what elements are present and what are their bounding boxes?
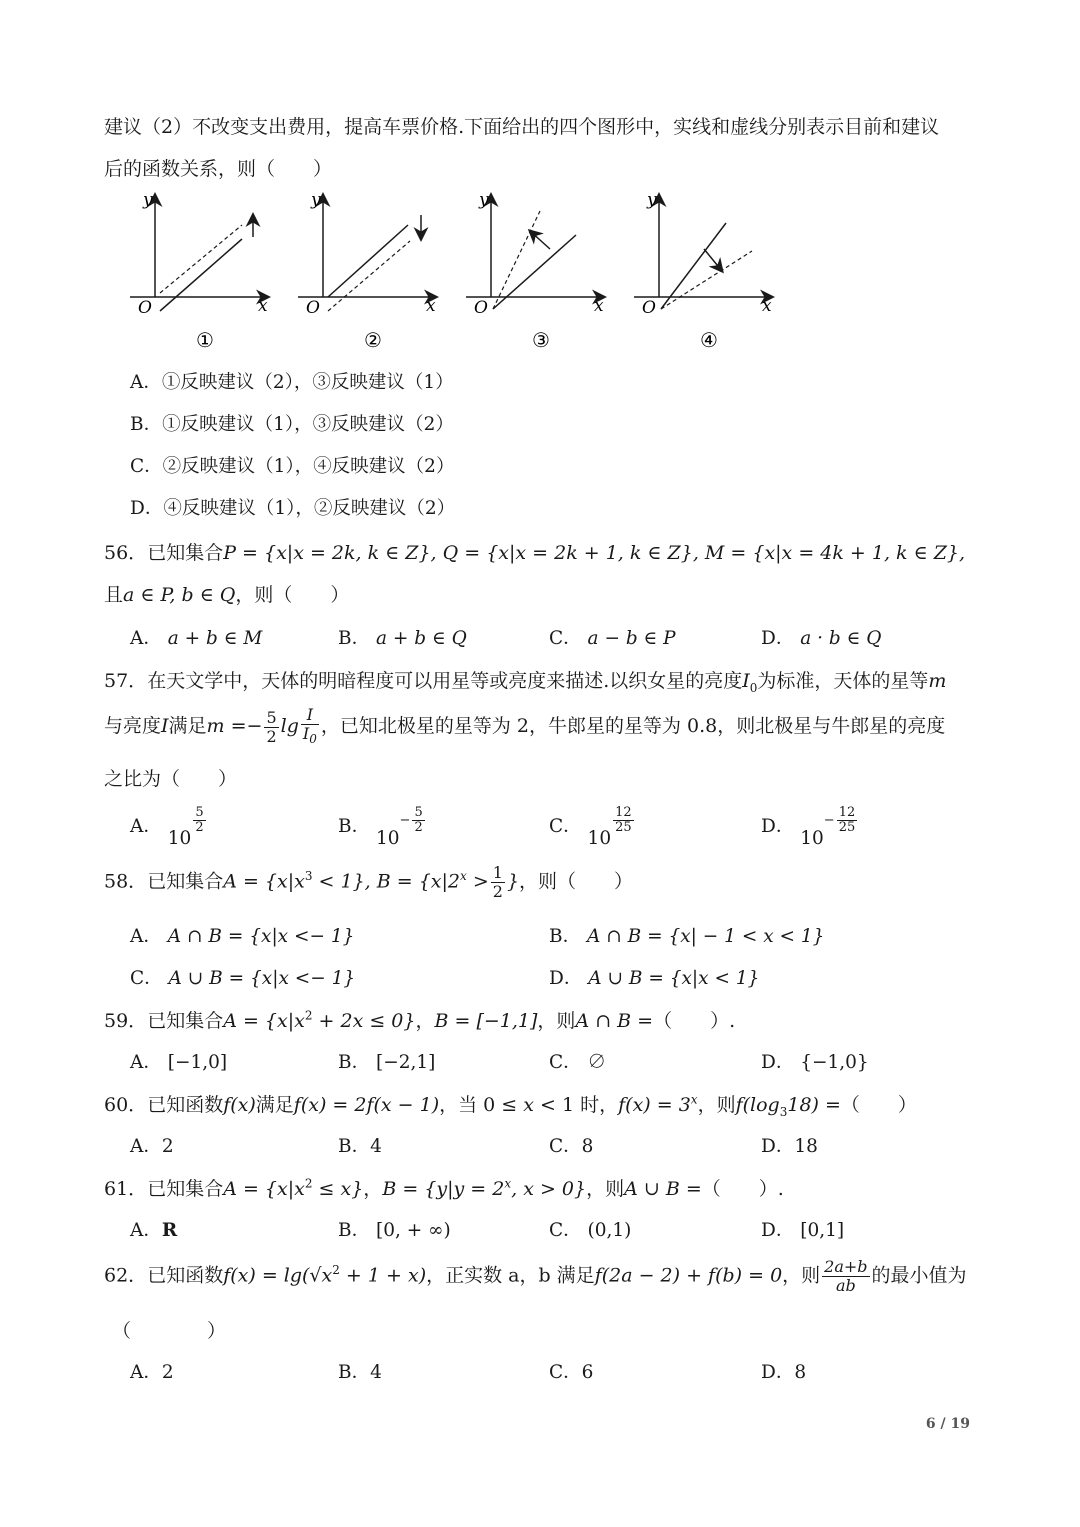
solid-line — [661, 223, 726, 309]
q56-option-d: D． a · b ∈ Q — [761, 628, 882, 649]
q58-option-d: D． A ∪ B = {x|x < 1} — [549, 968, 760, 989]
q56-option-b: B． a + b ∈ Q — [338, 628, 467, 649]
q56-option-c: C． a − b ∈ P — [549, 628, 676, 649]
q56-stem-line2 — [104, 580, 349, 607]
q57-option-a: A． 10 $\frac{5}{2}$ — [130, 805, 204, 849]
q60-stem: 60．已知函数f(x)满足f(x) = 2f(x − 1)，当 0 ≤ x < 1 时，$f(x) = 3^x$，则$f(\log_318)$ =（ ） — [104, 1092, 917, 1119]
q58-option-b: B． A ∩ B = {x| − 1 < x < 1} — [549, 926, 825, 947]
question-number: 61． — [104, 1178, 148, 1200]
question-number: 60． — [104, 1094, 148, 1116]
figure-label: ② — [364, 328, 382, 352]
solid-line — [328, 225, 408, 297]
q58-stem: 58．已知集合$A = \{x|x^3 < 1\}$, $B = \{x|2^x$ > $\frac{1}{2}$ }，则（ ） — [104, 863, 634, 901]
q58-option-c: C． A ∪ B = {x|x <− 1} — [130, 968, 356, 989]
q57-option-c: C． 10 $\frac{12}{25}$ — [549, 805, 632, 849]
q57-stem-line3: 之比为（ ） — [104, 768, 238, 790]
q59-option-a: A． [−1,0] — [130, 1052, 228, 1073]
q60-option-b: B．4 — [338, 1136, 382, 1157]
q62-option-b: B．4 — [338, 1362, 382, 1383]
question-number: 58． — [104, 870, 148, 893]
figure-3 — [466, 190, 604, 352]
q62-stem-line2: （ ） — [112, 1320, 227, 1342]
q57-stem-line2: 与亮度I满足m =− $\frac{5}{2}$ lg $\frac{I}{I_0}$ ，已知北极星的星等为 2，牛郎星的星等为 0.8，则北极星与牛郎星的亮度 — [104, 705, 946, 747]
figure-4 — [634, 190, 772, 352]
figure-1 — [130, 190, 268, 352]
q57-option-b: B． 10− $\frac{5}{2}$ — [338, 805, 423, 849]
solid-line — [160, 239, 242, 311]
dashed-line — [661, 251, 752, 309]
stem-math: a ∈ P, b ∈ Q — [123, 584, 236, 606]
q56-option-a: A． a + b ∈ M — [130, 628, 263, 649]
axis-x-label: x — [594, 296, 604, 316]
origin-label: O — [306, 298, 320, 318]
q62-stem: 62．已知函数$f(x) = \lg(√x^2 + 1 + x)$，正实数 a，b 满足f(2a − 2) + f(b) = 0，则 $\frac{2a+b}{ab}$ 的最小值为 — [104, 1257, 967, 1295]
q62-option-a: A．2 — [130, 1362, 174, 1383]
q55-figures — [0, 185, 1080, 360]
origin-label: O — [138, 298, 152, 318]
page-number: 6 / 19 — [925, 1416, 970, 1432]
dashed-line — [493, 211, 540, 309]
figure-2 — [298, 190, 436, 352]
q59-option-c: C． ∅ — [549, 1052, 607, 1073]
axis-x-label: x — [426, 296, 436, 316]
stem-text: 且 — [104, 584, 124, 606]
stem-text: 已知集合 — [147, 542, 224, 564]
q55-stem-line1: 建议（2）不改变支出费用，提高车票价格.下面给出的四个图形中，实线和虚线分别表示目前和建议 — [104, 116, 940, 138]
q57-option-d: D． 10− $\frac{12}{25}$ — [761, 805, 856, 849]
figure-label: ④ — [700, 328, 718, 352]
q62-option-d: D．8 — [761, 1362, 807, 1383]
question-number: 57． — [104, 670, 148, 692]
q61-stem: 61．已知集合$A = \{x|x^2 \le x\}$，$B = \{y|y = 2^x$, x > 0}，则A ∪ B =（ ）. — [104, 1176, 784, 1200]
rotate-arrow — [530, 231, 550, 249]
q55-stem-line2: 后的函数关系，则（ ） — [104, 158, 333, 180]
q57-stem-line1: 57．在天文学中，天体的明暗程度可以用星等或亮度来描述.以织女星的亮度$I_0$为标准，天体的星等m — [104, 670, 947, 695]
q56-stem-line1 — [104, 538, 965, 565]
axis-x-label: x — [258, 296, 268, 316]
axis-x-label: x — [762, 296, 772, 316]
q55-option-b: B．①反映建议（1），③反映建议（2） — [130, 414, 454, 435]
question-number: 59． — [104, 1010, 148, 1032]
stem-math: P = {x|x = 2k, k ∈ Z}, Q = {x|x = 2k + 1, k ∈ Z}, M = {x|x = 4k + 1, k ∈ Z}, — [223, 542, 966, 564]
q55-option-a: A．①反映建议（2），③反映建议（1） — [130, 372, 454, 393]
q58-option-a: A． A ∩ B = {x|x <− 1} — [130, 926, 355, 947]
axis-y-label: y — [311, 190, 321, 210]
origin-label: O — [642, 298, 656, 318]
q59-stem: 59．已知集合$A = \{x|x^2 + 2x \le 0\}$，B = [−1,1]，则A ∩ B =（ ）. — [104, 1008, 736, 1032]
dashed-line — [160, 225, 242, 293]
q55-option-d: D．④反映建议（1），②反映建议（2） — [130, 498, 456, 519]
q60-option-c: C．8 — [549, 1136, 594, 1157]
q60-option-a: A．2 — [130, 1136, 174, 1157]
stem-text: ，则（ ） — [235, 584, 350, 606]
q61-option-d: D． [0,1] — [761, 1220, 845, 1241]
q55-option-c: C．②反映建议（1），④反映建议（2） — [130, 456, 455, 477]
axis-y-label: y — [647, 190, 657, 210]
figure-label: ③ — [532, 328, 550, 352]
axis-y-label: y — [479, 190, 489, 210]
q62-option-c: C．6 — [549, 1362, 594, 1383]
question-number: 62． — [104, 1264, 148, 1287]
solid-line — [493, 235, 576, 309]
q61-option-c: C． (0,1) — [549, 1220, 632, 1241]
rotate-arrow — [704, 249, 722, 271]
origin-label: O — [474, 298, 488, 318]
question-number: 56． — [104, 542, 148, 564]
q60-option-d: D．18 — [761, 1136, 818, 1157]
axis-y-label: y — [143, 190, 153, 210]
q61-option-b: B． [0, + ∞) — [338, 1220, 451, 1241]
dashed-line — [328, 241, 410, 311]
q59-option-d: D． {−1,0} — [761, 1052, 869, 1073]
q59-option-b: B． [−2,1] — [338, 1052, 436, 1073]
q61-option-a: A．R — [130, 1220, 178, 1241]
figure-label: ① — [196, 328, 214, 352]
